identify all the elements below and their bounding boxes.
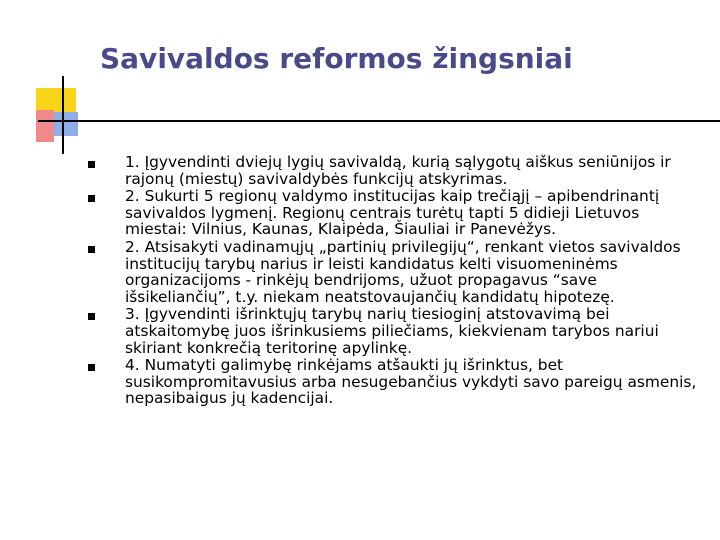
square-bullet-icon [88, 195, 95, 202]
list-item-text: 3. Įgyvendinti išrinktųjų tarybų narių tiesioginį atstovavimą bei atskaitomybę juos išrinkusiems piliečiams, kiekvienam tarybos nariui skiriant konkrečią teritorinę apylinkę. [125, 305, 659, 357]
list-item-text: 2. Atsisakyti vadinamųjų „partinių privilegijų“, renkant vietos savivaldos institucijų tarybų narius ir leisti kandidatus kelti visuomeninėms organizacijoms - rinkėjų bendrijoms, užuot propagavus “save išsikeliančių”, t.y. niekam neatstovaujančių kandidatų hipotezę. [125, 237, 681, 306]
square-bullet-icon [88, 364, 95, 371]
decor-vertical-line [62, 76, 64, 154]
slide-title: Savivaldos reformos žingsniai [100, 42, 573, 75]
bullet-list [88, 154, 698, 407]
list-item-text: 4. Numatyti galimybę rinkėjams atšaukti jų išrinktus, bet susikompromitavusius arba nesugebančius vykdyti savo pareigų asmenis, nepasibaigus jų kadencijai. [125, 356, 697, 408]
decor-blue-square [54, 112, 78, 136]
list-item [88, 357, 698, 407]
square-bullet-icon [88, 246, 95, 253]
decor-red-square [36, 110, 54, 142]
square-bullet-icon [88, 313, 95, 320]
list-item [88, 239, 698, 305]
list-item-text: 2. Sukurti 5 regionų valdymo institucijas kaip trečiąjį – apibendrinantį savivaldos lygmenį. Regionų centrais turėtų tapti 5 didieji Lietuvos miestai: Vilnius, Kaunas, Klaipėda, Šiauliai ir Panevėžys. [125, 187, 660, 239]
list-item [88, 306, 698, 356]
list-item [88, 188, 698, 238]
list-item [88, 154, 698, 187]
title-underline [38, 120, 720, 122]
list-item-text: 1. Įgyvendinti dviejų lygių savivaldą, kurią sąlygotų aiškus seniūnijos ir rajonų (miestų) savivaldybės funkcijų atskyrimas. [125, 153, 671, 188]
square-bullet-icon [88, 161, 95, 168]
